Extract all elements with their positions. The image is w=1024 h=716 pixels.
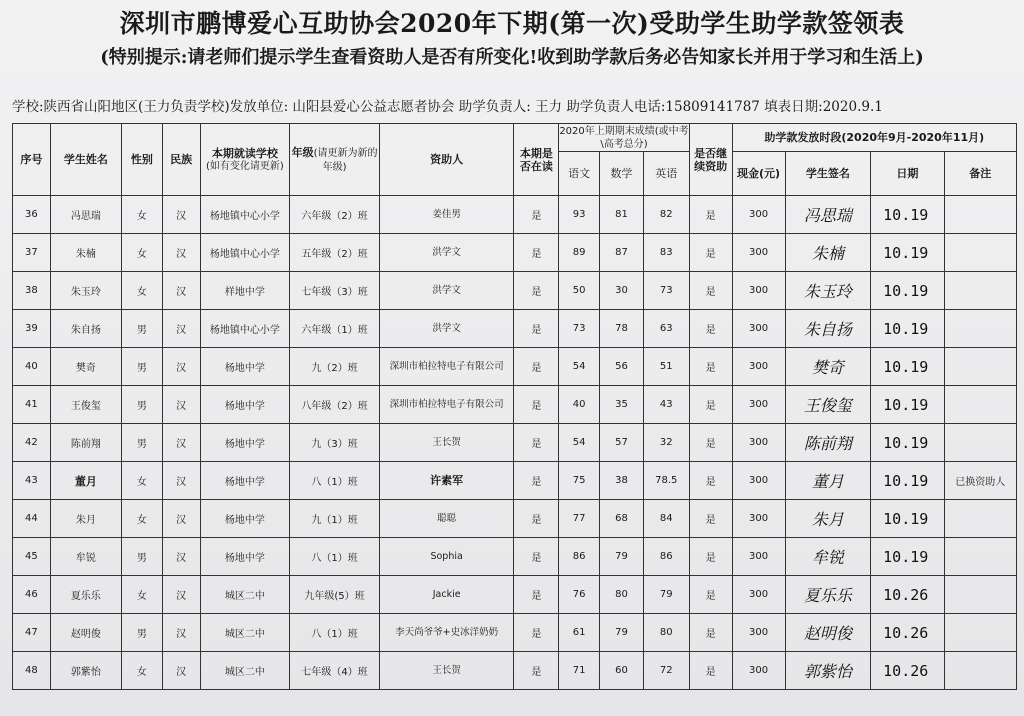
remark xyxy=(944,614,1016,652)
remark xyxy=(944,386,1016,424)
grade: 九（1）班 xyxy=(290,500,380,538)
score-chinese: 89 xyxy=(559,234,600,272)
score-math: 57 xyxy=(600,424,644,462)
score-math: 56 xyxy=(600,348,644,386)
cash-amount: 300 xyxy=(732,462,785,500)
score-chinese: 54 xyxy=(559,348,600,386)
enrolled: 是 xyxy=(514,576,559,614)
enrolled: 是 xyxy=(514,500,559,538)
sign-date: 10.26 xyxy=(871,576,944,614)
cash-amount: 300 xyxy=(732,386,785,424)
remark xyxy=(944,234,1016,272)
cash-amount: 300 xyxy=(732,500,785,538)
row-no: 44 xyxy=(13,500,51,538)
cash-amount: 300 xyxy=(732,576,785,614)
student-signature: 牟锐 xyxy=(785,538,871,576)
continue-aid: 是 xyxy=(689,348,732,386)
table-row xyxy=(13,538,1017,576)
student-name: 赵明俊 xyxy=(50,614,121,652)
enrolled: 是 xyxy=(514,652,559,690)
sponsor: Jackie xyxy=(379,576,514,614)
header-no: 序号 xyxy=(13,124,51,196)
school: 杨地中学 xyxy=(200,348,290,386)
student-name: 陈前翔 xyxy=(50,424,121,462)
header-ethnicity: 民族 xyxy=(162,124,200,196)
remark xyxy=(944,272,1016,310)
score-english: 43 xyxy=(643,386,689,424)
sponsor: 洪学文 xyxy=(379,234,514,272)
score-chinese: 40 xyxy=(559,386,600,424)
table-row xyxy=(13,310,1017,348)
header-school-note: (如有变化请更新) xyxy=(205,160,284,172)
table-row xyxy=(13,196,1017,234)
continue-aid: 是 xyxy=(689,652,732,690)
table-row xyxy=(13,500,1017,538)
header-grade-note: (请更新为新的年级) xyxy=(313,147,378,173)
cash-amount: 300 xyxy=(732,348,785,386)
school: 杨地镇中心小学 xyxy=(200,234,290,272)
remark xyxy=(944,576,1016,614)
score-math: 87 xyxy=(600,234,644,272)
score-math: 38 xyxy=(600,462,644,500)
remark xyxy=(944,538,1016,576)
row-no: 38 xyxy=(13,272,51,310)
info-line: 学校:陕西省山阳地区(王力负责学校)发放单位: 山阳县爱心公益志愿者协会 助学负责人: 王力 助学负责人电话:15809141787 填表日期:2020.9.1 xyxy=(12,99,883,115)
continue-aid: 是 xyxy=(689,500,732,538)
header-math: 数学 xyxy=(600,152,644,196)
ethnicity: 汉 xyxy=(162,652,200,690)
row-no: 40 xyxy=(13,348,51,386)
score-english: 72 xyxy=(643,652,689,690)
continue-aid: 是 xyxy=(689,576,732,614)
remark xyxy=(944,424,1016,462)
score-math: 30 xyxy=(600,272,644,310)
gender: 男 xyxy=(122,614,163,652)
score-chinese: 71 xyxy=(559,652,600,690)
table-row xyxy=(13,348,1017,386)
score-chinese: 61 xyxy=(559,614,600,652)
header-gender: 性别 xyxy=(122,124,163,196)
score-chinese: 86 xyxy=(559,538,600,576)
score-chinese: 76 xyxy=(559,576,600,614)
sign-date: 10.19 xyxy=(871,386,944,424)
score-math: 60 xyxy=(600,652,644,690)
ethnicity: 汉 xyxy=(162,538,200,576)
school: 杨地中学 xyxy=(200,538,290,576)
header-grade-main: 年级 xyxy=(291,145,314,159)
sponsor: 姜佳男 xyxy=(379,196,514,234)
gender: 女 xyxy=(122,500,163,538)
table-row xyxy=(13,614,1017,652)
header-chinese: 语文 xyxy=(559,152,600,196)
header-school-main: 本期就读学校 xyxy=(211,146,278,160)
ethnicity: 汉 xyxy=(162,614,200,652)
score-math: 81 xyxy=(600,196,644,234)
ethnicity: 汉 xyxy=(162,386,200,424)
sign-date: 10.19 xyxy=(871,196,944,234)
score-english: 86 xyxy=(643,538,689,576)
table-row xyxy=(13,386,1017,424)
student-signature: 朱玉玲 xyxy=(785,272,871,310)
score-english: 83 xyxy=(643,234,689,272)
grade: 九（2）班 xyxy=(290,348,380,386)
row-no: 45 xyxy=(13,538,51,576)
ethnicity: 汉 xyxy=(162,272,200,310)
gender: 女 xyxy=(122,272,163,310)
score-chinese: 93 xyxy=(559,196,600,234)
header-school xyxy=(200,124,290,196)
sponsor: 王长贺 xyxy=(379,424,514,462)
row-no: 48 xyxy=(13,652,51,690)
school: 杨地中学 xyxy=(200,462,290,500)
cash-amount: 300 xyxy=(732,652,785,690)
score-math: 35 xyxy=(600,386,644,424)
grade: 六年级（1）班 xyxy=(290,310,380,348)
cash-amount: 300 xyxy=(732,424,785,462)
cash-amount: 300 xyxy=(732,614,785,652)
form-subtitle: (特别提示:请老师们提示学生查看资助人是否有所变化!收到助学款后务必告知家长并用于学习和生活上) xyxy=(100,47,924,68)
score-math: 78 xyxy=(600,310,644,348)
student-name: 樊奇 xyxy=(50,348,121,386)
ethnicity: 汉 xyxy=(162,500,200,538)
grade: 五年级（2）班 xyxy=(290,234,380,272)
score-math: 79 xyxy=(600,614,644,652)
student-name: 朱玉玲 xyxy=(50,272,121,310)
sign-date: 10.19 xyxy=(871,348,944,386)
score-chinese: 50 xyxy=(559,272,600,310)
school: 杨地中学 xyxy=(200,424,290,462)
cash-amount: 300 xyxy=(732,272,785,310)
remark xyxy=(944,348,1016,386)
school: 杨地中学 xyxy=(200,386,290,424)
score-math: 80 xyxy=(600,576,644,614)
student-signature: 朱楠 xyxy=(785,234,871,272)
score-chinese: 77 xyxy=(559,500,600,538)
gender: 男 xyxy=(122,538,163,576)
sign-date: 10.19 xyxy=(871,538,944,576)
remark xyxy=(944,196,1016,234)
sign-date: 10.19 xyxy=(871,234,944,272)
score-english: 63 xyxy=(643,310,689,348)
remark xyxy=(944,652,1016,690)
header-english: 英语 xyxy=(643,152,689,196)
student-signature: 董月 xyxy=(785,462,871,500)
sign-date: 10.19 xyxy=(871,272,944,310)
enrolled: 是 xyxy=(514,386,559,424)
continue-aid: 是 xyxy=(689,614,732,652)
school: 样地中学 xyxy=(200,272,290,310)
student-name: 冯思瑞 xyxy=(50,196,121,234)
gender: 男 xyxy=(122,386,163,424)
school: 城区二中 xyxy=(200,576,290,614)
row-no: 41 xyxy=(13,386,51,424)
sponsor: Sophia xyxy=(379,538,514,576)
score-chinese: 75 xyxy=(559,462,600,500)
sponsor: 聪聪 xyxy=(379,500,514,538)
score-english: 84 xyxy=(643,500,689,538)
ethnicity: 汉 xyxy=(162,576,200,614)
enrolled: 是 xyxy=(514,462,559,500)
score-english: 73 xyxy=(643,272,689,310)
student-name: 朱自扬 xyxy=(50,310,121,348)
row-no: 46 xyxy=(13,576,51,614)
table-body xyxy=(13,196,1017,690)
score-english: 82 xyxy=(643,196,689,234)
gender: 女 xyxy=(122,462,163,500)
header-continue: 是否继续资助 xyxy=(689,124,732,196)
sign-date: 10.19 xyxy=(871,424,944,462)
cash-amount: 300 xyxy=(732,196,785,234)
enrolled: 是 xyxy=(514,538,559,576)
sponsor: 洪学文 xyxy=(379,310,514,348)
score-chinese: 54 xyxy=(559,424,600,462)
table-row xyxy=(13,462,1017,500)
ethnicity: 汉 xyxy=(162,462,200,500)
gender: 男 xyxy=(122,424,163,462)
gender: 女 xyxy=(122,196,163,234)
continue-aid: 是 xyxy=(689,424,732,462)
student-name: 郭紫怡 xyxy=(50,652,121,690)
grade: 九年级(5）班 xyxy=(290,576,380,614)
header-enrolled: 本期是否在读 xyxy=(514,124,559,196)
student-name: 王俊玺 xyxy=(50,386,121,424)
continue-aid: 是 xyxy=(689,234,732,272)
header-sponsor: 资助人 xyxy=(379,124,514,196)
enrolled: 是 xyxy=(514,348,559,386)
sign-date: 10.26 xyxy=(871,614,944,652)
score-math: 68 xyxy=(600,500,644,538)
continue-aid: 是 xyxy=(689,272,732,310)
sponsor: 李天尚爷爷+史冰洋奶奶 xyxy=(379,614,514,652)
ethnicity: 汉 xyxy=(162,310,200,348)
grade: 八（1）班 xyxy=(290,462,380,500)
school: 杨地镇中心小学 xyxy=(200,196,290,234)
enrolled: 是 xyxy=(514,424,559,462)
grade: 七年级（4）班 xyxy=(290,652,380,690)
score-english: 80 xyxy=(643,614,689,652)
continue-aid: 是 xyxy=(689,196,732,234)
form-title: 深圳市鹏博爱心互助协会2020年下期(第一次)受助学生助学款签领表 xyxy=(119,9,905,38)
continue-aid: 是 xyxy=(689,386,732,424)
enrolled: 是 xyxy=(514,614,559,652)
grade: 八年级（2）班 xyxy=(290,386,380,424)
row-no: 39 xyxy=(13,310,51,348)
ethnicity: 汉 xyxy=(162,424,200,462)
school: 城区二中 xyxy=(200,652,290,690)
aid-table xyxy=(12,123,1017,690)
header-cash: 现金(元) xyxy=(732,152,785,196)
continue-aid: 是 xyxy=(689,538,732,576)
score-english: 78.5 xyxy=(643,462,689,500)
score-english: 51 xyxy=(643,348,689,386)
header-grade xyxy=(290,124,380,196)
ethnicity: 汉 xyxy=(162,234,200,272)
score-chinese: 73 xyxy=(559,310,600,348)
school: 杨地镇中心小学 xyxy=(200,310,290,348)
gender: 男 xyxy=(122,310,163,348)
sponsor: 深圳市柏拉特电子有限公司 xyxy=(379,386,514,424)
cash-amount: 300 xyxy=(732,234,785,272)
gender: 男 xyxy=(122,348,163,386)
gender: 女 xyxy=(122,234,163,272)
student-signature: 樊奇 xyxy=(785,348,871,386)
table-row xyxy=(13,272,1017,310)
row-no: 47 xyxy=(13,614,51,652)
header-aid-group: 助学款发放时段(2020年9月-2020年11月) xyxy=(732,124,1016,152)
enrolled: 是 xyxy=(514,234,559,272)
grade: 九（3）班 xyxy=(290,424,380,462)
sign-date: 10.19 xyxy=(871,462,944,500)
sponsor: 王长贺 xyxy=(379,652,514,690)
student-name: 董月 xyxy=(50,462,121,500)
student-signature: 王俊玺 xyxy=(785,386,871,424)
enrolled: 是 xyxy=(514,196,559,234)
student-signature: 朱自扬 xyxy=(785,310,871,348)
table-row xyxy=(13,234,1017,272)
enrolled: 是 xyxy=(514,272,559,310)
remark xyxy=(944,310,1016,348)
school: 城区二中 xyxy=(200,614,290,652)
sign-date: 10.19 xyxy=(871,500,944,538)
score-english: 79 xyxy=(643,576,689,614)
student-signature: 郭紫怡 xyxy=(785,652,871,690)
table-row xyxy=(13,652,1017,690)
header-remarks: 备注 xyxy=(944,152,1016,196)
score-math: 79 xyxy=(600,538,644,576)
student-signature: 赵明俊 xyxy=(785,614,871,652)
row-no: 36 xyxy=(13,196,51,234)
student-name: 朱月 xyxy=(50,500,121,538)
sign-date: 10.19 xyxy=(871,310,944,348)
header-signature: 学生签名 xyxy=(785,152,871,196)
continue-aid: 是 xyxy=(689,310,732,348)
ethnicity: 汉 xyxy=(162,348,200,386)
gender: 女 xyxy=(122,576,163,614)
remark xyxy=(944,500,1016,538)
grade: 六年级（2）班 xyxy=(290,196,380,234)
header-scores-group: 2020年上期期末成绩(或中考\高考总分) xyxy=(559,125,689,150)
sponsor: 深圳市柏拉特电子有限公司 xyxy=(379,348,514,386)
cash-amount: 300 xyxy=(732,538,785,576)
grade: 八（1）班 xyxy=(290,538,380,576)
continue-aid: 是 xyxy=(689,462,732,500)
enrolled: 是 xyxy=(514,310,559,348)
sign-date: 10.26 xyxy=(871,652,944,690)
grade: 七年级（3）班 xyxy=(290,272,380,310)
sponsor: 洪学文 xyxy=(379,272,514,310)
table-row xyxy=(13,576,1017,614)
table-row xyxy=(13,424,1017,462)
row-no: 43 xyxy=(13,462,51,500)
row-no: 42 xyxy=(13,424,51,462)
remark: 已换资助人 xyxy=(944,462,1016,500)
student-signature: 夏乐乐 xyxy=(785,576,871,614)
gender: 女 xyxy=(122,652,163,690)
row-no: 37 xyxy=(13,234,51,272)
school: 杨地中学 xyxy=(200,500,290,538)
grade: 八（1）班 xyxy=(290,614,380,652)
header-date: 日期 xyxy=(871,152,944,196)
student-name: 牟锐 xyxy=(50,538,121,576)
student-signature: 陈前翔 xyxy=(785,424,871,462)
ethnicity: 汉 xyxy=(162,196,200,234)
score-english: 32 xyxy=(643,424,689,462)
sponsor: 许素军 xyxy=(379,462,514,500)
student-name: 朱楠 xyxy=(50,234,121,272)
cash-amount: 300 xyxy=(732,310,785,348)
student-signature: 冯思瑞 xyxy=(785,196,871,234)
header-name: 学生姓名 xyxy=(50,124,121,196)
student-name: 夏乐乐 xyxy=(50,576,121,614)
student-signature: 朱月 xyxy=(785,500,871,538)
